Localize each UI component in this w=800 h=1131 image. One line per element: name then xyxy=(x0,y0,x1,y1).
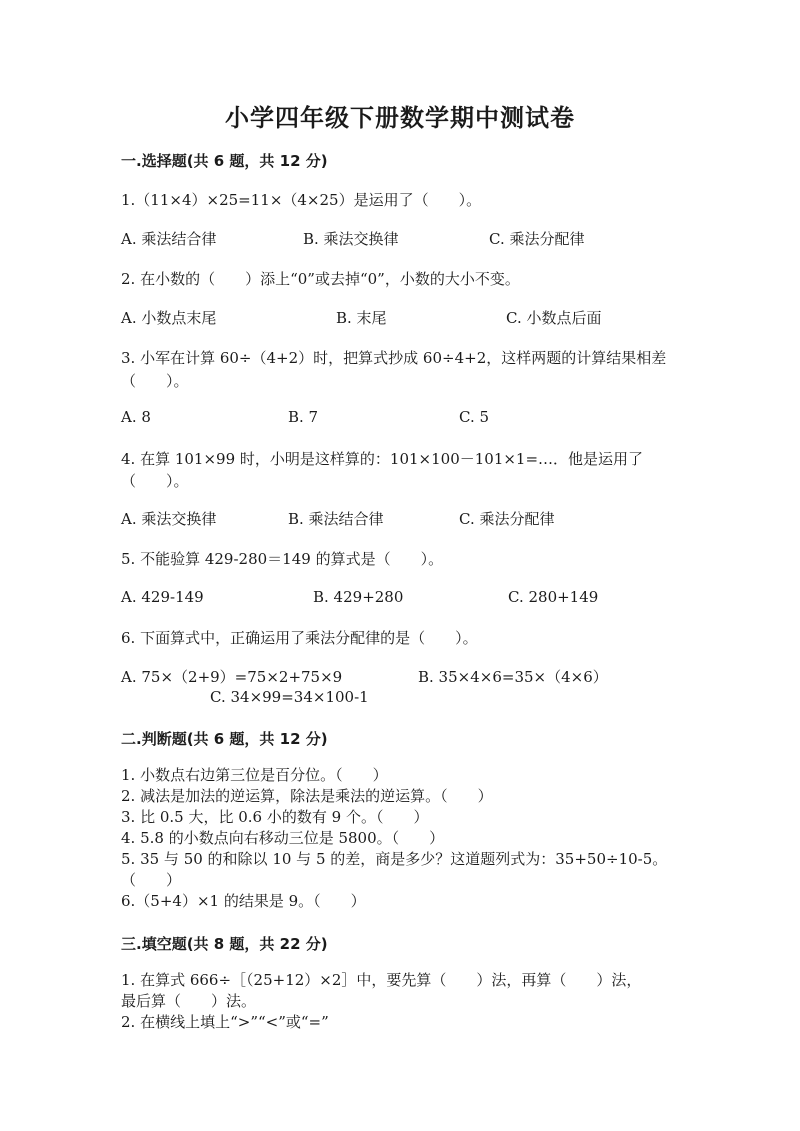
question-4-stem-continued: （ ）。 xyxy=(121,472,189,490)
question-1-option-a: A. 乘法结合律 xyxy=(121,230,217,248)
page-title: 小学四年级下册数学期中测试卷 xyxy=(225,103,575,132)
question-1-option-c: C. 乘法分配律 xyxy=(489,230,585,248)
question-2-option-c: C. 小数点后面 xyxy=(506,309,602,327)
question-5-stem: 5. 不能验算 429-280＝149 的算式是（ ）。 xyxy=(121,550,444,568)
judge-line-5: 5. 35 与 50 的和除以 10 与 5 的差，商是多少？这道题列式为：35+50÷10-5。 xyxy=(121,850,668,868)
question-4-option-b: B. 乘法结合律 xyxy=(288,510,384,528)
section-heading-choice: 一.选择题(共 6 题，共 12 分) xyxy=(121,152,328,170)
section-heading-fill: 三.填空题(共 8 题，共 22 分) xyxy=(121,935,328,953)
question-2-option-b: B. 末尾 xyxy=(336,309,387,327)
question-6-option-c: C. 34×99=34×100-1 xyxy=(210,688,369,706)
question-3-stem-continued: （ ）。 xyxy=(121,372,189,390)
question-6-option-a: A. 75×（2+9）=75×2+75×9 xyxy=(121,668,343,686)
judge-line-2: 2. 减法是加法的逆运算，除法是乘法的逆运算。（ ） xyxy=(121,787,493,805)
question-3-option-b: B. 7 xyxy=(288,408,319,426)
judge-line-1: 1. 小数点右边第三位是百分位。（ ） xyxy=(121,766,388,784)
judge-line-4: 4. 5.8 的小数点向右移动三位是 5800。（ ） xyxy=(121,829,445,847)
question-3-option-a: A. 8 xyxy=(121,408,151,426)
section-heading-judge: 二.判断题(共 6 题，共 12 分) xyxy=(121,730,328,748)
question-5-option-b: B. 429+280 xyxy=(313,588,404,606)
question-4-stem: 4. 在算 101×99 时，小明是这样算的：101×100－101×1=…．他是运用了 xyxy=(121,450,644,468)
question-1-option-b: B. 乘法交换律 xyxy=(303,230,399,248)
question-2-stem: 2. 在小数的（ ）添上“0”或去掉“0”，小数的大小不变。 xyxy=(121,270,520,288)
judge-line-6: 6.（5+4）×1 的结果是 9。（ ） xyxy=(121,892,366,910)
fill-line-1: 1. 在算式 666÷［（25+12）×2］中，要先算（ ）法，再算（ ）法， xyxy=(121,971,642,989)
judge-line-5-continued: （ ） xyxy=(121,871,182,889)
judge-line-3: 3. 比 0.5 大，比 0.6 小的数有 9 个。（ ） xyxy=(121,808,429,826)
question-6-stem: 6. 下面算式中，正确运用了乘法分配律的是（ ）。 xyxy=(121,629,478,647)
question-4-option-c: C. 乘法分配律 xyxy=(459,510,555,528)
fill-line-1-continued: 最后算（ ）法。 xyxy=(121,992,257,1010)
question-2-option-a: A. 小数点末尾 xyxy=(121,309,217,327)
question-3-option-c: C. 5 xyxy=(459,408,490,426)
fill-line-2: 2. 在横线上填上“>”“<”或“=” xyxy=(121,1013,329,1031)
question-6-option-b: B. 35×4×6=35×（4×6） xyxy=(418,668,608,686)
question-3-stem: 3. 小军在计算 60÷（4+2）时，把算式抄成 60÷4+2，这样两题的计算结果相差 xyxy=(121,349,667,367)
question-1-stem: 1.（11×4）×25=11×（4×25）是运用了（ ）。 xyxy=(121,191,482,209)
question-5-option-c: C. 280+149 xyxy=(508,588,599,606)
question-4-option-a: A. 乘法交换律 xyxy=(121,510,217,528)
question-5-option-a: A. 429-149 xyxy=(121,588,204,606)
